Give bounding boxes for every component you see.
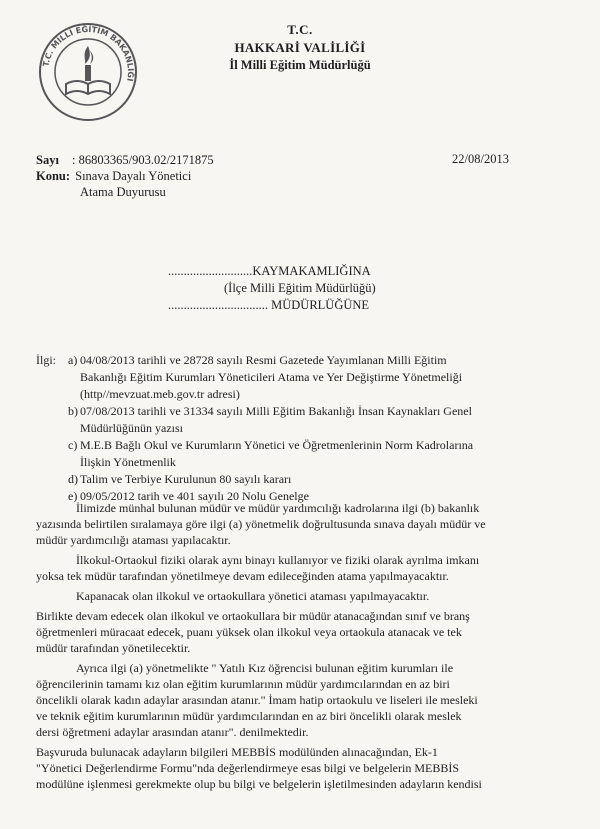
body-paragraph — [36, 500, 566, 548]
reference-sub-label: a) — [68, 353, 78, 367]
letterhead-tc: T.C. — [287, 22, 313, 37]
reference-sub-label: b) — [68, 404, 78, 418]
body-line: öğretmenleri müracaat edecek, puanı yüksek olan ilkokul veya ortaokula atanacak ve tek — [36, 625, 462, 639]
konu-value-line1: Sınava Dayalı Yönetici — [75, 169, 192, 183]
body-line: öğrencilerinin tamamı kız olan eğitim kurumlarının müdür yardımcılarından en az biri — [36, 677, 450, 691]
letterhead-governorate: HAKKARİ VALİLİĞİ — [234, 40, 366, 55]
document-date: 22/08/2013 — [452, 152, 509, 166]
reference-sub-label: e) — [68, 489, 78, 503]
letterhead — [200, 22, 400, 73]
reference-item — [36, 471, 556, 488]
recipient-line2: (İlçe Milli Eğitim Müdürlüğü) — [224, 281, 376, 295]
body-paragraph — [36, 588, 566, 604]
reference-line: (http//mevzuat.meb.gov.tr adresi) — [80, 387, 240, 401]
letterhead-directorate: İl Milli Eğitim Müdürlüğü — [229, 58, 371, 72]
body-line: Ayrıca ilgi (a) yönetmelikte " Yatılı Kız öğrencisi bulunan eğitim kurumları ile — [76, 661, 454, 675]
body-paragraph — [36, 744, 566, 792]
reference-item — [36, 437, 556, 471]
body-paragraph — [36, 552, 566, 584]
letter-body — [36, 500, 566, 796]
body-line: müdür tarafından yönetilecektir. — [36, 641, 191, 655]
sayi-row — [36, 152, 214, 168]
body-line: Kapanacak olan ilkokul ve ortaokullara yönetici ataması yapılmayacaktır. — [76, 589, 430, 603]
body-paragraph — [36, 660, 566, 740]
recipient-block — [168, 263, 376, 314]
konu-label: Konu: — [36, 169, 71, 183]
recipient-line3: ................................ MÜDÜRLÜĞÜNE — [168, 298, 370, 312]
body-line: İlkokul-Ortaokul fiziki olarak aynı binayı kullanıyor ve fiziki olarak ayrılma imkanı — [76, 553, 480, 567]
meb-emblem-icon — [36, 20, 140, 124]
body-line: yazısında belirtilen sıralamaya göre ilgi (a) yönetmelik doğrultusunda sınava dayalı müdür ve — [36, 517, 486, 531]
body-line: İlimizde münhal bulunan müdür ve müdür yardımcılığı kadrolarına ilgi (b) bakanlık — [76, 501, 480, 515]
reference-line: M.E.B Bağlı Okul ve Kurumların Yönetici ve Öğretmenlerinin Norm Kadrolarına — [80, 438, 474, 452]
body-line: Birlikte devam edecek olan ilkokul ve ortaokullara bir müdür atanacağından sınıf ve branş — [36, 609, 470, 623]
body-line: dersi öğretmeni adaylar arasından atanır". denilmektedir. — [36, 725, 309, 739]
reference-line: 07/08/2013 tarihli ve 31334 sayılı Milli Eğitim Bakanlığı İnsan Kaynakları Genel — [80, 404, 472, 418]
reference-item — [36, 403, 556, 437]
body-line: öncelikli olarak kadın adaylar arasından atanır." İmam hatip ortaokulu ve liseleri ile mesleki — [36, 693, 478, 707]
meb-emblem-logo — [36, 20, 140, 124]
body-line: müdür yardımcılığı ataması yapılacaktır. — [36, 533, 231, 547]
document-meta — [36, 152, 214, 200]
recipient-line1: ...........................KAYMAKAMLIĞINA — [168, 264, 371, 278]
reference-line: 09/05/2012 tarih ve 401 sayılı 20 Nolu Genelge — [80, 489, 309, 503]
reference-line: 04/08/2013 tarihli ve 28728 sayılı Resmi Gazetede Yayımlanan Milli Eğitim — [80, 353, 447, 367]
sayi-value: : 86803365/903.02/2171875 — [72, 153, 214, 167]
body-line: ve teknik eğitim kurumlarının müdür yardımcılarından en az biri öncelikli olarak meslek — [36, 709, 462, 723]
reference-item — [36, 352, 556, 403]
reference-line: Bakanlığı Eğitim Kurumları Yöneticileri Atama ve Yer Değiştirme Yönetmeliği — [80, 370, 463, 384]
references-block — [36, 352, 556, 505]
body-line: yoksa tek müdür tarafından yönetilmeye devam edileceğinden atama yapılmayacaktır. — [36, 569, 449, 583]
body-line: modülüne işlenmesi gerekmekte olup bu bilgi ve belgelerin işletilmesinden adayların kendisi — [36, 777, 482, 791]
konu-row — [36, 168, 214, 184]
sayi-label: Sayı — [36, 153, 59, 167]
references-label: İlgi: — [36, 353, 56, 367]
body-paragraph — [36, 608, 566, 656]
body-line: "Yönetici Değerlendirme Formu"nda değerlendirmeye esas bilgi ve belgelerin MEBBİS — [36, 761, 460, 775]
reference-sub-label: c) — [68, 438, 78, 452]
body-line: Başvuruda bulunacak adayların bilgileri MEBBİS modülünden alınacağından, Ek-1 — [36, 745, 438, 759]
logo-ring-text: T.C. MİLLİ EĞİTİM BAKANLIĞI — [41, 24, 136, 83]
konu-value-line2: Atama Duyurusu — [80, 185, 166, 199]
reference-line: İlişkin Yönetmenlik — [80, 455, 176, 469]
reference-line: Talim ve Terbiye Kurulunun 80 sayılı kararı — [80, 472, 292, 486]
reference-sub-label: d) — [68, 472, 78, 486]
reference-line: Müdürlüğünün yazısı — [80, 421, 183, 435]
